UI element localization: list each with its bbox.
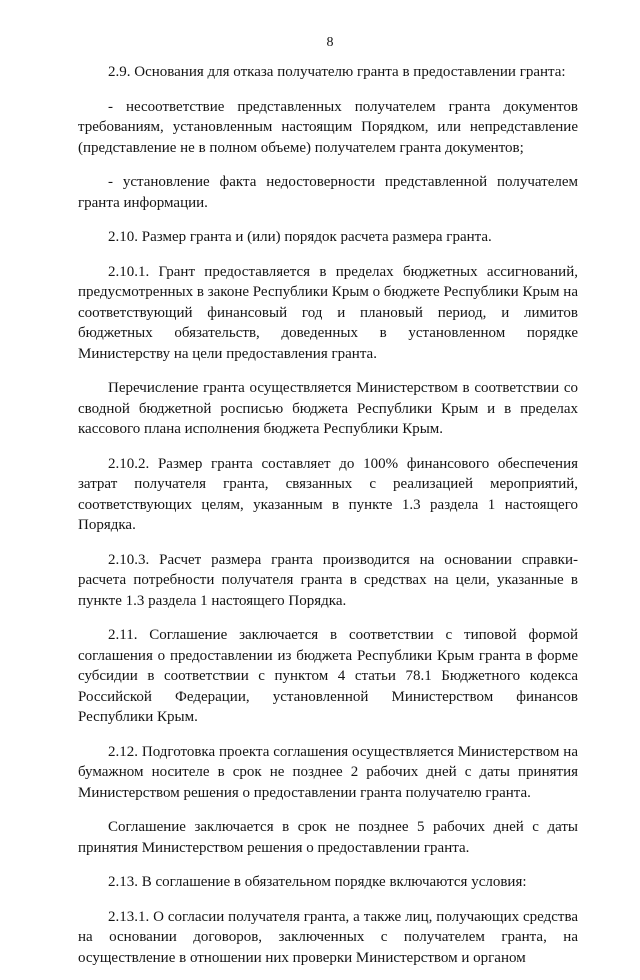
paragraph-2-10-1: 2.10.1. Грант предоставляется в пределах бюджетных ассигнований, предусмотренных в законе Республики Крым о бюджете Республики Крым на соответствующий финансовый год и плановый период, и лимитов бюджетных обязательств, доведенных в установленном порядке Министерству на цели предоставления гранта. (78, 263, 578, 362)
paragraph-2-9-item-2: - установление факта недостоверности представленной получателем гранта информации. (78, 174, 578, 211)
paragraph-2-9: 2.9. Основания для отказа получателю гранта в предоставлении гранта: (108, 64, 566, 80)
document-body (78, 62, 578, 980)
paragraph-2-10-2: 2.10.2. Размер гранта составляет до 100% финансового обеспечения затрат получателя гранта, связанных с реализацией мероприятий, соответствующих целям, указанным в пункте 1.3 раздела 1 настоящего Порядка. (78, 455, 578, 533)
page-number: 8 (326, 35, 334, 50)
paragraph-agreement-term: Соглашение заключается в срок не позднее 5 рабочих дней с даты принятия Министерством решения о предоставлении гранта. (78, 819, 578, 856)
paragraph-2-9-item-1: - несоответствие представленных получателем гранта документов требованиям, установленным настоящим Порядком, или непредставление (представление не в полном объеме) получателем гранта документов; (78, 98, 578, 156)
paragraph-2-13-1: 2.13.1. О согласии получателя гранта, а также лиц, получающих средства на основании договоров, заключенных с получателем гранта, на осуществление в отношении них проверки Министерством и органом (78, 908, 578, 966)
paragraph-2-12: 2.12. Подготовка проекта соглашения осуществляется Министерством на бумажном носителе в срок не позднее 2 рабочих дней с даты принятия Министерством решения о предоставлении гранта получателю гранта. (78, 743, 578, 801)
paragraph-2-11: 2.11. Соглашение заключается в соответствии с типовой формой соглашения о предоставлении из бюджета Республики Крым гранта в форме субсидии в соответствии с пунктом 4 статьи 78.1 Бюджетного кодекса Российской Федерации, установленной Министерством финансов Республики Крым. (78, 627, 578, 725)
paragraph-2-13: 2.13. В соглашение в обязательном порядке включаются условия: (108, 874, 527, 890)
paragraph-2-10-3: 2.10.3. Расчет размера гранта производится на основании справки-расчета потребности получателя гранта в средствах на цели, указанные в пункте 1.3 раздела 1 настоящего Порядка. (78, 551, 578, 609)
paragraph-grant-transfer: Перечисление гранта осуществляется Министерством в соответствии со сводной бюджетной росписью бюджета Республики Крым и в пределах кассового плана исполнения бюджета Республики Крым. (78, 380, 578, 437)
paragraph-2-10: 2.10. Размер гранта и (или) порядок расчета размера гранта. (108, 229, 492, 245)
